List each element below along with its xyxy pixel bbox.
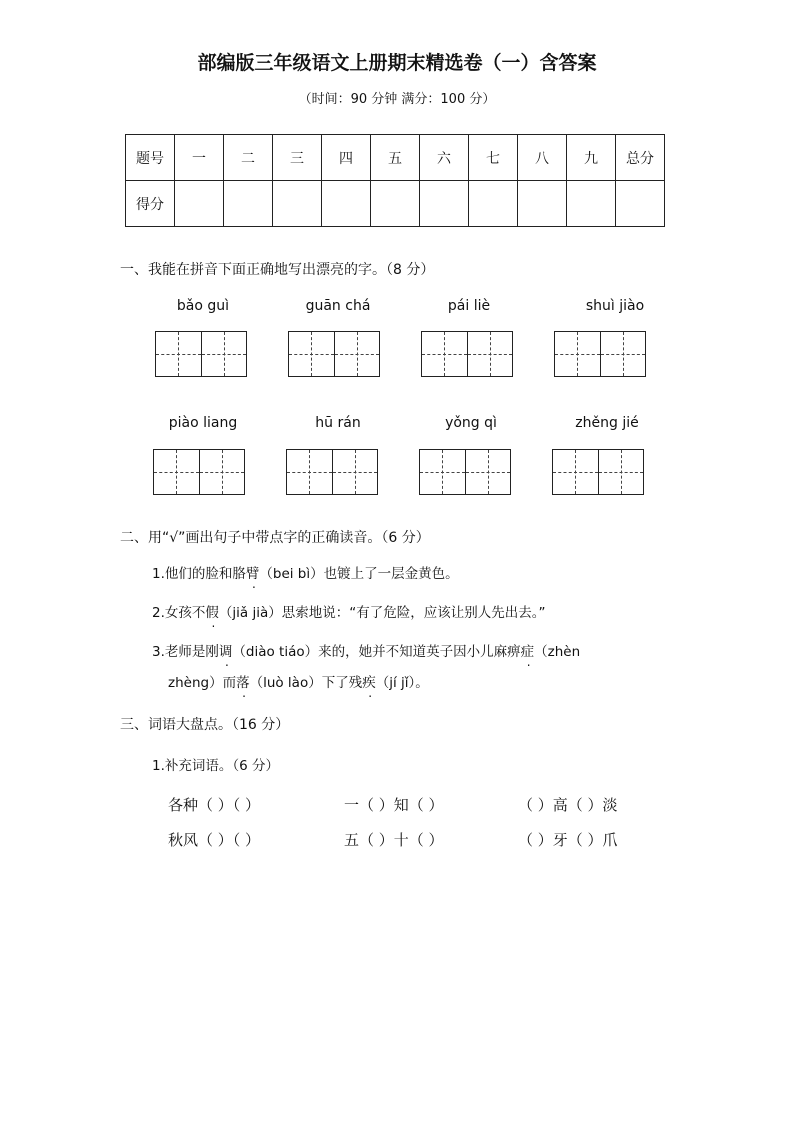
- table-cell: 三: [273, 135, 322, 181]
- question-text: （bei bì）也镀上了一层金黄色。: [259, 566, 459, 582]
- writing-grid[interactable]: [552, 449, 644, 495]
- pinyin-label: hū rán: [315, 415, 361, 431]
- table-cell: 总分: [616, 135, 665, 181]
- pinyin-label: piào liang: [168, 415, 238, 431]
- score-table: [125, 134, 665, 227]
- fill-word[interactable]: （ ）牙（ ）爪: [518, 831, 618, 849]
- table-cell: 题号: [126, 135, 175, 181]
- question-3-continued: [168, 671, 429, 691]
- writing-grid[interactable]: [155, 331, 247, 377]
- fill-word[interactable]: 各种（ ）（ ）: [168, 796, 261, 814]
- table-cell: 九: [567, 135, 616, 181]
- table-row: [126, 181, 665, 227]
- dotted-char: 调: [218, 644, 233, 660]
- table-cell: 六: [420, 135, 469, 181]
- dotted-char: 疾: [362, 675, 376, 691]
- question-text: （diào tiáo）来的，她并不知道英子因小儿麻痹: [232, 644, 521, 660]
- writing-grid[interactable]: [554, 331, 646, 377]
- subsection-heading: 1.补充词语。（6 分）: [152, 758, 280, 774]
- table-cell: 八: [518, 135, 567, 181]
- score-input-cell[interactable]: [273, 181, 322, 227]
- question-3: [152, 640, 580, 660]
- section2-heading: 二、用“√”画出句子中带点字的正确读音。（6 分）: [120, 530, 430, 546]
- table-cell: 四: [322, 135, 371, 181]
- score-input-cell[interactable]: [371, 181, 420, 227]
- table-cell: 一: [175, 135, 224, 181]
- question-text: 2.女孩不: [152, 605, 206, 621]
- score-input-cell[interactable]: [616, 181, 665, 227]
- table-cell: 得分: [126, 181, 175, 227]
- question-text: （jí jǐ）。: [375, 675, 429, 691]
- pinyin-label: pái liè: [447, 298, 491, 314]
- question-text: 3.老师是刚: [152, 644, 219, 660]
- writing-grid[interactable]: [421, 331, 513, 377]
- question-text: 1.他们的脸和胳: [152, 566, 246, 582]
- dotted-char: 症: [520, 644, 535, 660]
- table-row: [126, 135, 665, 181]
- table-cell: 七: [469, 135, 518, 181]
- score-input-cell[interactable]: [322, 181, 371, 227]
- fill-word[interactable]: 一（ ）知（ ）: [344, 796, 444, 814]
- section1-heading: 一、我能在拼音下面正确地写出漂亮的字。（8 分）: [120, 262, 435, 278]
- question-1: [152, 562, 459, 582]
- score-input-cell[interactable]: [175, 181, 224, 227]
- writing-grid[interactable]: [419, 449, 511, 495]
- dotted-char: 臂: [245, 566, 260, 582]
- pinyin-label: yǒng qì: [445, 415, 497, 431]
- pinyin-label: shuì jiào: [585, 298, 645, 314]
- exam-info: （时间：90 分钟 满分：100 分）: [298, 92, 496, 107]
- writing-grid[interactable]: [286, 449, 378, 495]
- table-cell: 五: [371, 135, 420, 181]
- pinyin-label: guān chá: [305, 298, 371, 314]
- question-text: zhèng）而: [168, 675, 237, 691]
- section3-heading: 三、词语大盘点。（16 分）: [120, 717, 290, 733]
- score-input-cell[interactable]: [567, 181, 616, 227]
- pinyin-label: zhěng jié: [575, 415, 639, 431]
- score-input-cell[interactable]: [518, 181, 567, 227]
- fill-word[interactable]: （ ）高（ ）淡: [518, 796, 618, 814]
- fill-word[interactable]: 五（ ）十（ ）: [344, 831, 444, 849]
- writing-grid[interactable]: [288, 331, 380, 377]
- score-input-cell[interactable]: [420, 181, 469, 227]
- writing-grid[interactable]: [153, 449, 245, 495]
- question-text: （jiǎ jià）思索地说：“有了危险，应该让别人先出去。”: [218, 605, 546, 621]
- pinyin-label: bǎo guì: [176, 298, 230, 314]
- table-cell: 二: [224, 135, 273, 181]
- score-input-cell[interactable]: [224, 181, 273, 227]
- question-text: （luò lào）下了残: [249, 675, 363, 691]
- score-input-cell[interactable]: [469, 181, 518, 227]
- page-title: 部编版三年级语文上册期末精选卷（一）含答案: [197, 52, 597, 74]
- fill-word[interactable]: 秋风（ ）（ ）: [168, 831, 261, 849]
- question-2: [152, 601, 545, 621]
- question-text: （zhèn: [534, 644, 581, 660]
- dotted-char: 落: [236, 675, 250, 691]
- dotted-char: 假: [205, 605, 219, 621]
